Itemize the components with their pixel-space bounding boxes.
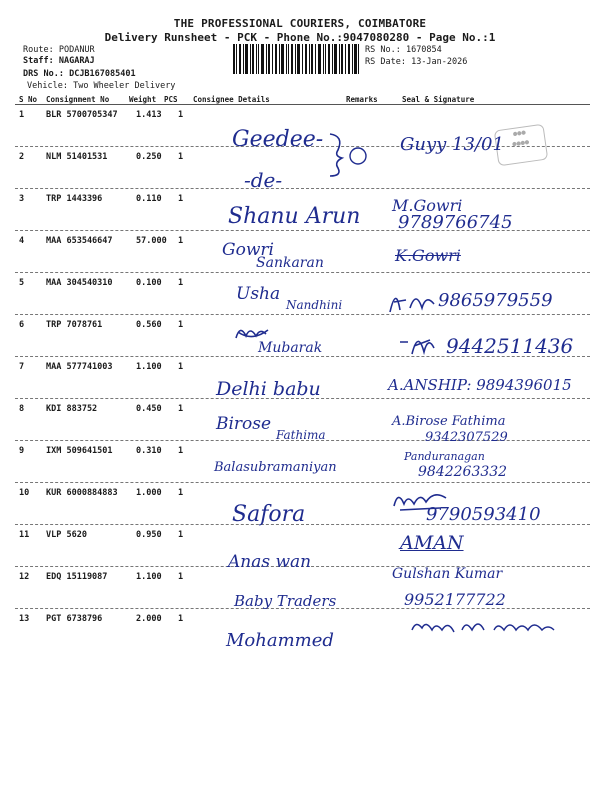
consignee-signature-4a: Gowri xyxy=(222,240,274,260)
scribble-signature-icon xyxy=(386,284,438,316)
consignee-signature-13: Mohammed xyxy=(226,630,334,651)
row-8-pcs: 1 xyxy=(178,404,184,414)
col-sno: S No xyxy=(19,95,38,104)
col-pcs: PCS xyxy=(164,95,178,104)
drs-line xyxy=(23,69,136,79)
consignee-signature-8b: Fathima xyxy=(276,428,326,442)
row-5-weight: 0.100 xyxy=(136,278,162,288)
rs-no-line xyxy=(365,45,442,55)
seal-signature-6: 9442511436 xyxy=(446,334,574,358)
row-divider xyxy=(15,482,590,483)
row-3-pcs: 1 xyxy=(178,194,184,204)
row-2-pcs: 1 xyxy=(178,152,184,162)
row-1-consignment: BLR 5700705347 xyxy=(46,110,118,120)
row-12-consignment: EDQ 15119087 xyxy=(46,572,108,582)
consignee-signature-5b: Nandhini xyxy=(286,298,343,312)
row-7-sno: 7 xyxy=(19,362,25,372)
seal-signature-9a: Panduranagan xyxy=(404,450,485,463)
seal-signature-12b: 9952177722 xyxy=(404,590,506,609)
staff-value: NAGARAJ xyxy=(58,56,95,66)
col-seal: Seal & Signature xyxy=(402,95,475,104)
vehicle-value: Two Wheeler Delivery xyxy=(73,81,176,91)
consignee-signature-8a: Birose xyxy=(216,414,272,434)
tamil-signature-icon xyxy=(408,616,558,638)
row-4-sno: 4 xyxy=(19,236,25,246)
bracket-mark xyxy=(326,132,372,178)
row-1-pcs: 1 xyxy=(178,110,184,120)
row-11-sno: 11 xyxy=(19,530,30,540)
seal-signature-3b: 9789766745 xyxy=(398,212,513,233)
row-6-sno: 6 xyxy=(19,320,25,330)
route-line xyxy=(23,45,95,55)
seal-signature-3a: M.Gowri xyxy=(392,196,463,215)
row-7-weight: 1.100 xyxy=(136,362,162,372)
row-4-weight: 57.000 xyxy=(136,236,167,246)
row-1-sno: 1 xyxy=(19,110,25,120)
consignee-signature-4b: Sankaran xyxy=(256,255,324,271)
consignee-signature-11: Anas wan xyxy=(228,552,312,572)
seal-signature-4: K.Gowri xyxy=(395,246,461,265)
barcode xyxy=(233,44,359,74)
row-3-sno: 3 xyxy=(19,194,25,204)
col-weight: Weight xyxy=(129,95,157,104)
row-4-pcs: 1 xyxy=(178,236,184,246)
consignee-signature-6: Mubarak xyxy=(258,340,323,356)
row-8-consignment: KDI 883752 xyxy=(46,404,98,414)
row-7-pcs: 1 xyxy=(178,362,184,372)
row-2-sno: 2 xyxy=(19,152,25,162)
row-13-pcs: 1 xyxy=(178,614,184,624)
staff-label: Staff: xyxy=(23,56,54,66)
row-1-weight: 1.413 xyxy=(136,110,162,120)
seal-signature-5: 9865979559 xyxy=(438,290,553,311)
row-5-consignment: MAA 304540310 xyxy=(46,278,113,288)
seal-signature-8b: 9342307529 xyxy=(425,430,508,445)
vehicle-line xyxy=(27,81,175,91)
row-10-pcs: 1 xyxy=(178,488,184,498)
drs-value: DCJB167085401 xyxy=(69,69,136,79)
row-9-consignment: IXM 509641501 xyxy=(46,446,113,456)
consignee-signature-10: Safora xyxy=(232,502,306,527)
row-2-weight: 0.250 xyxy=(136,152,162,162)
seal-signature-12a: Gulshan Kumar xyxy=(392,566,503,582)
row-11-consignment: VLP 5620 xyxy=(46,530,87,540)
staff-line xyxy=(23,56,95,66)
row-13-weight: 2.000 xyxy=(136,614,162,624)
runsheet-subtitle: Delivery Runsheet - PCK - Phone No.:9047080280 - Page No.:1 xyxy=(104,31,496,44)
row-11-pcs: 1 xyxy=(178,530,184,540)
header-rule xyxy=(15,104,590,105)
col-remarks: Remarks xyxy=(346,95,378,104)
row-12-sno: 12 xyxy=(19,572,30,582)
row-5-pcs: 1 xyxy=(178,278,184,288)
rs-no-label: RS No.: xyxy=(365,45,401,55)
col-consignment: Consignment No xyxy=(46,95,110,104)
row-3-weight: 0.110 xyxy=(136,194,162,204)
seal-signature-11: AMAN xyxy=(400,532,464,554)
row-12-weight: 1.100 xyxy=(136,572,162,582)
row-7-consignment: MAA 577741003 xyxy=(46,362,113,372)
row-9-weight: 0.310 xyxy=(136,446,162,456)
row-divider xyxy=(15,272,590,273)
ink-stamp: ●●● ●●●● xyxy=(494,124,549,167)
vehicle-label: Vehicle: xyxy=(27,81,68,91)
consignee-signature-12: Baby Traders xyxy=(234,592,337,610)
seal-signature-10: 9790593410 xyxy=(426,504,541,525)
consignee-signature-5a: Usha xyxy=(236,284,281,304)
row-6-pcs: 1 xyxy=(178,320,184,330)
rs-no-value: 1670854 xyxy=(405,45,442,55)
seal-signature-8a: A.Birose Fathima xyxy=(392,414,506,429)
row-divider xyxy=(15,314,590,315)
company-title: THE PROFESSIONAL COURIERS, COIMBATORE xyxy=(173,17,427,30)
row-12-pcs: 1 xyxy=(178,572,184,582)
drs-label: DRS No.: xyxy=(23,69,64,79)
row-5-sno: 5 xyxy=(19,278,25,288)
rs-date-value: 13-Jan-2026 xyxy=(411,57,468,67)
row-13-consignment: PGT 6738796 xyxy=(46,614,103,624)
row-8-sno: 8 xyxy=(19,404,25,414)
row-10-consignment: KUR 6000884883 xyxy=(46,488,118,498)
rs-date-line xyxy=(365,57,467,67)
consignee-signature-1a: Geedee- xyxy=(232,127,324,152)
seal-signature-9b: 9842263332 xyxy=(418,464,508,480)
seal-signature-7: A.ANSHIP: 9894396015 xyxy=(388,376,572,394)
row-4-consignment: MAA 653546647 xyxy=(46,236,113,246)
consignee-signature-7: Delhi babu xyxy=(216,378,321,400)
row-3-consignment: TRP 1443396 xyxy=(46,194,103,204)
route-label: Route: xyxy=(23,45,54,55)
consignee-signature-1b: -de- xyxy=(244,168,283,192)
row-8-weight: 0.450 xyxy=(136,404,162,414)
row-11-weight: 0.950 xyxy=(136,530,162,540)
row-13-sno: 13 xyxy=(19,614,30,624)
row-10-sno: 10 xyxy=(19,488,30,498)
route-value: PODANUR xyxy=(58,45,95,55)
row-6-weight: 0.560 xyxy=(136,320,162,330)
row-2-consignment: NLM 51401531 xyxy=(46,152,108,162)
consignee-signature-9: Balasubramaniyan xyxy=(214,460,337,475)
row-6-consignment: TRP 7078761 xyxy=(46,320,103,330)
seal-signature-1: Guyy 13/01 xyxy=(400,134,504,155)
col-consignee: Consignee Details xyxy=(193,95,270,104)
consignee-signature-3: Shanu Arun xyxy=(228,204,361,229)
rs-date-label: RS Date: xyxy=(365,57,406,67)
row-divider xyxy=(15,188,590,189)
scribble-signature-icon xyxy=(398,328,438,358)
row-9-pcs: 1 xyxy=(178,446,184,456)
row-9-sno: 9 xyxy=(19,446,25,456)
row-10-weight: 1.000 xyxy=(136,488,162,498)
